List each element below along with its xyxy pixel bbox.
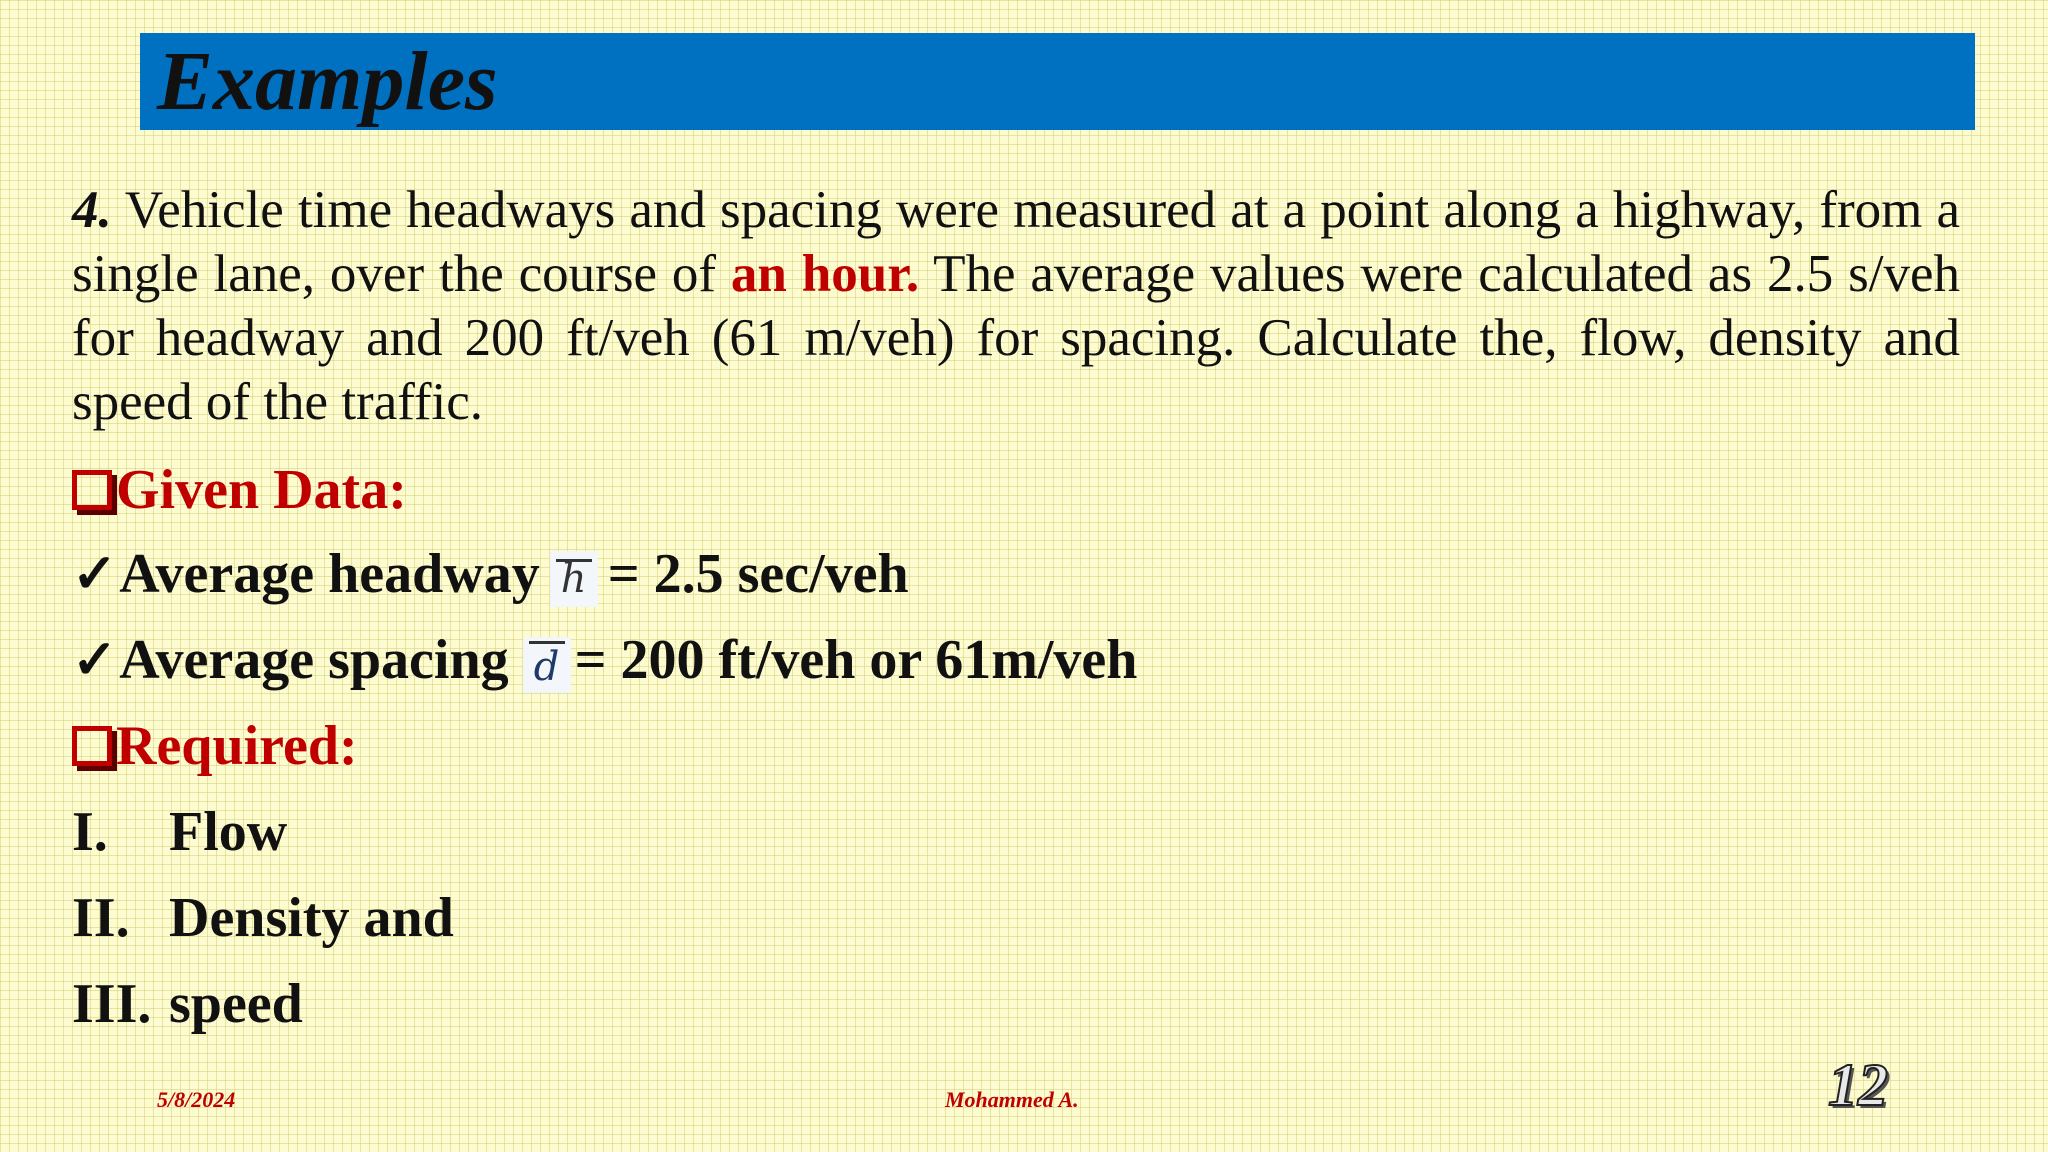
footer-date: 5/8/2024 [157,1087,236,1112]
checkbox-bullet-icon [72,470,112,510]
given-heading-text: Given Data: [116,459,407,521]
problem-number: 4. [72,181,112,239]
page-number: 12 [1828,1052,1888,1118]
spacing-value: = 200 ft/veh or 61m/veh [574,629,1138,691]
given-item-headway [72,543,909,607]
roman-numeral: II. [72,887,130,949]
checkmark-icon: ✓ [72,544,118,604]
required-item-flow [72,801,288,863]
problem-text-after: The average values were calculated as 2.5 s/veh for headway and 200 ft/veh (61 m/veh) for spacing. Calculate the, flow, density and speed of the traffic. [72,245,1960,431]
roman-numeral: I. [72,801,108,863]
required-item-text: Density and [169,887,454,949]
spacing-label: Average spacing [119,629,509,691]
roman-numeral: III. [72,973,152,1035]
headway-value: = 2.5 sec/veh [607,543,909,605]
required-item-text: speed [169,973,303,1035]
given-data-heading [72,459,407,521]
slide-title: Examples [157,34,498,128]
required-item-speed [72,973,303,1035]
title-bar [140,33,1975,130]
required-item-text: Flow [169,801,288,863]
given-item-spacing [72,629,1138,693]
problem-text-before: Vehicle time headways and spacing were measured at a point along a highway, from a single lane, over the course of [72,181,1960,303]
footer-author: Mohammed A. [945,1087,1079,1112]
problem-statement [72,178,1960,434]
problem-highlight: an hour. [730,245,920,303]
checkmark-icon: ✓ [72,630,118,690]
h-bar-symbol: h [550,551,598,607]
headway-label: Average headway [119,543,540,605]
required-heading [72,715,358,777]
required-item-density [72,887,454,949]
required-heading-text: Required: [116,715,358,777]
checkbox-bullet-icon [72,726,112,766]
d-bar-symbol: d [523,637,571,693]
